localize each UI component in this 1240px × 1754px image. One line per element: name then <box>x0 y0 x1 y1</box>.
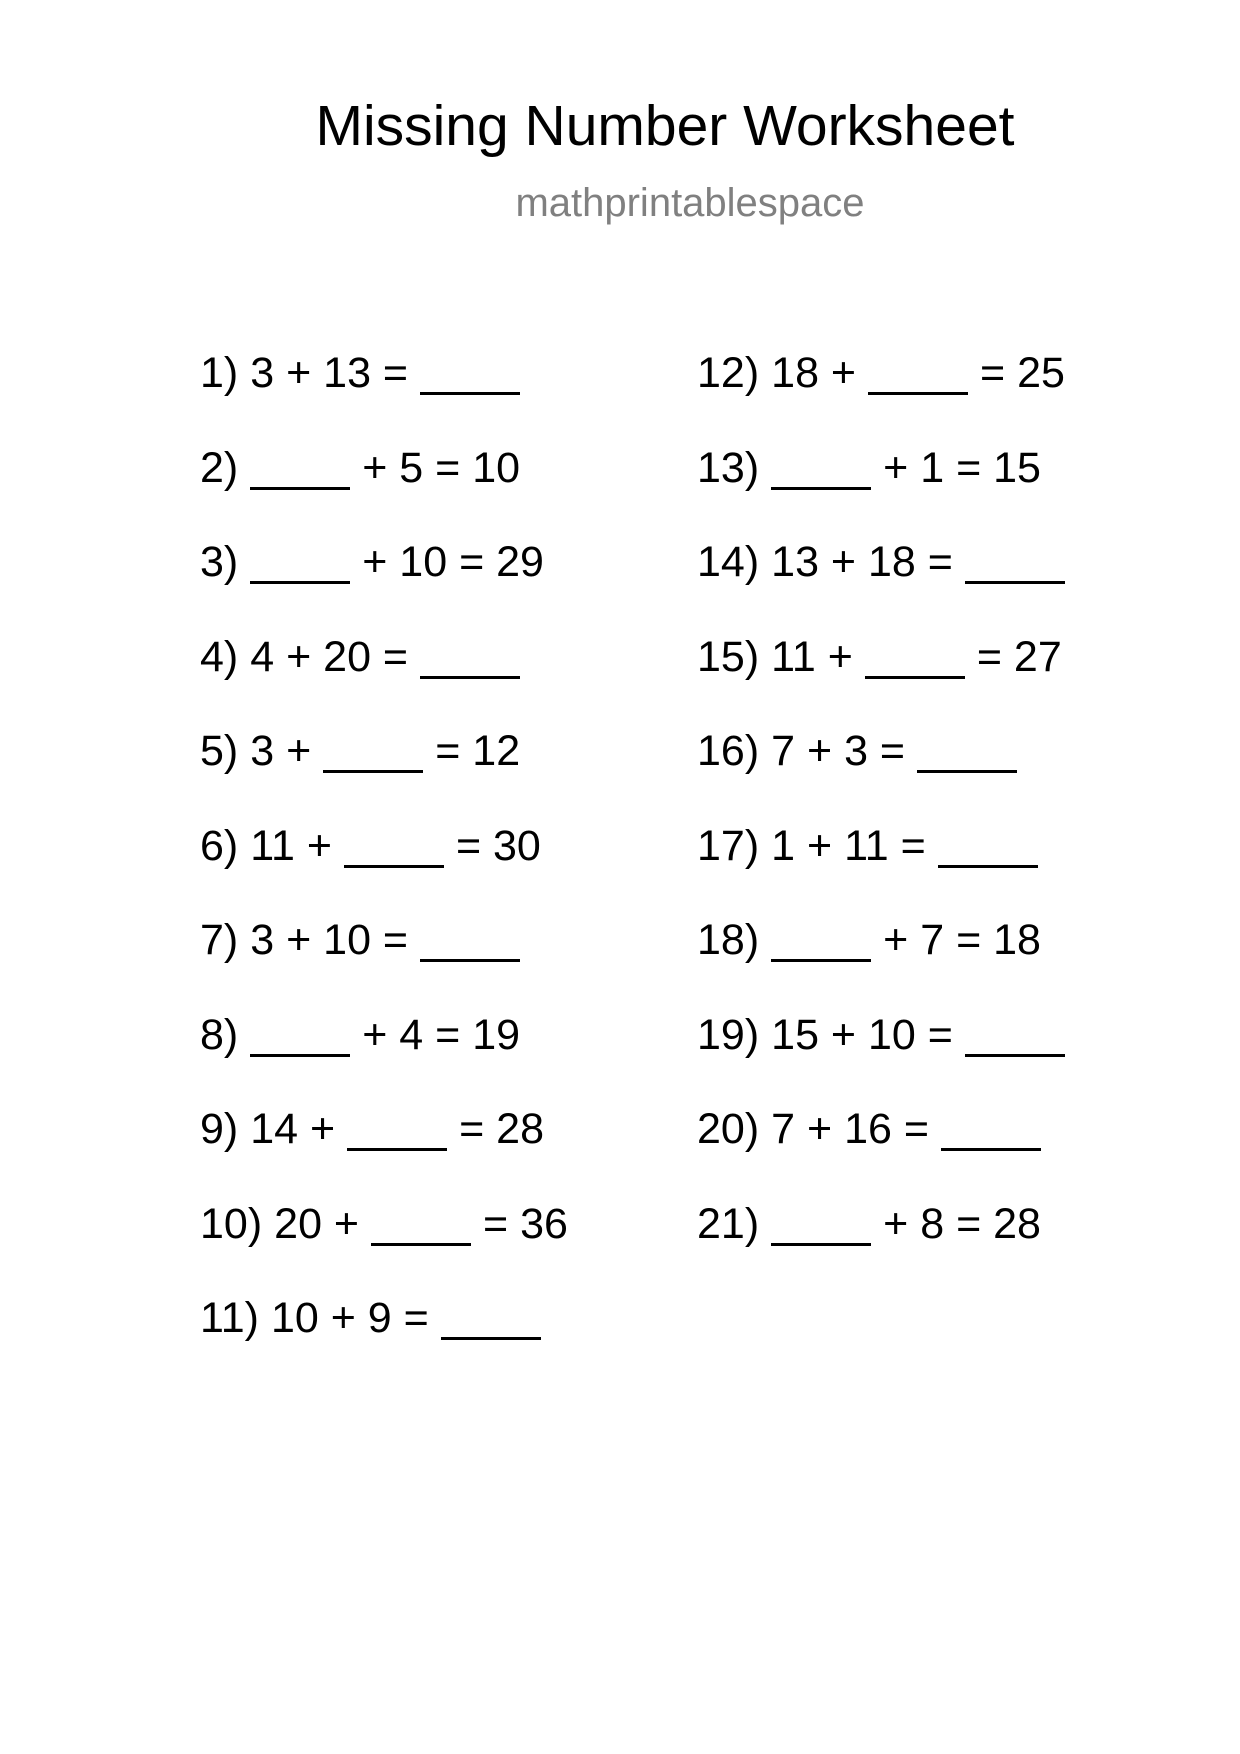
equation-right: + 8 = 28 <box>883 1199 1041 1248</box>
answer-blank[interactable] <box>865 632 965 679</box>
equation-left: 3 + 10 = <box>250 916 409 964</box>
problem-12 <box>697 348 1065 443</box>
problem-number: 13) <box>697 443 760 492</box>
problem-13 <box>697 443 1065 538</box>
answer-blank[interactable] <box>420 348 520 395</box>
answer-blank[interactable] <box>941 1104 1041 1151</box>
problem-8 <box>200 1010 568 1105</box>
answer-blank[interactable] <box>441 1293 541 1340</box>
problems-column-right <box>697 348 1065 1293</box>
problem-number: 5) <box>200 727 239 775</box>
equation-right: + 7 = 18 <box>883 916 1041 964</box>
problem-number: 16) <box>697 727 760 775</box>
answer-blank[interactable] <box>371 1199 471 1246</box>
problem-number: 12) <box>697 349 760 397</box>
problem-18 <box>697 915 1065 1010</box>
problem-10 <box>200 1199 568 1294</box>
answer-blank[interactable] <box>965 1010 1065 1057</box>
problem-16 <box>697 726 1065 821</box>
worksheet-title: Missing Number Worksheet <box>315 94 1015 158</box>
equation-right: = 25 <box>980 349 1065 397</box>
equation-left: 10 + 9 = <box>270 1294 429 1342</box>
equation-left: 4 + 20 = <box>250 632 409 681</box>
problem-17 <box>697 821 1065 916</box>
problem-number: 14) <box>697 538 760 586</box>
problem-21 <box>697 1199 1065 1294</box>
problem-number: 9) <box>200 1105 239 1153</box>
problem-number: 2) <box>200 443 239 492</box>
equation-left: 20 + <box>274 1199 360 1248</box>
answer-blank[interactable] <box>250 1010 350 1057</box>
answer-blank[interactable] <box>420 632 520 679</box>
problem-number: 19) <box>697 1010 760 1059</box>
equation-left: 13 + 18 = <box>771 538 953 586</box>
problem-1 <box>200 348 568 443</box>
problem-9 <box>200 1104 568 1199</box>
equation-left: 18 + <box>771 349 857 397</box>
problem-3 <box>200 537 568 632</box>
problem-11 <box>200 1293 568 1388</box>
problem-4 <box>200 632 568 727</box>
equation-left: 11 + <box>771 632 853 681</box>
equation-right: = 36 <box>483 1199 568 1248</box>
answer-blank[interactable] <box>965 537 1065 584</box>
answer-blank[interactable] <box>771 1199 871 1246</box>
problem-2 <box>200 443 568 538</box>
equation-right: = 30 <box>455 821 541 870</box>
equation-left: 14 + <box>250 1105 336 1153</box>
equation-right: + 1 = 15 <box>883 443 1041 492</box>
problem-number: 21) <box>697 1199 760 1248</box>
problem-15 <box>697 632 1065 727</box>
problem-number: 6) <box>200 821 239 870</box>
answer-blank[interactable] <box>344 821 444 868</box>
equation-right: = 12 <box>435 727 521 775</box>
answer-blank[interactable] <box>323 726 423 773</box>
problem-number: 20) <box>697 1105 760 1153</box>
equation-left: 3 + <box>250 727 312 775</box>
answer-blank[interactable] <box>868 348 968 395</box>
answer-blank[interactable] <box>347 1104 447 1151</box>
problem-number: 11) <box>200 1294 259 1342</box>
problem-7 <box>200 915 568 1010</box>
problem-number: 7) <box>200 916 239 964</box>
problem-number: 1) <box>200 349 239 397</box>
equation-left: 11 + <box>250 821 332 870</box>
problem-number: 18) <box>697 916 760 964</box>
problem-number: 3) <box>200 538 239 586</box>
answer-blank[interactable] <box>771 443 871 490</box>
equation-right: + 10 = 29 <box>362 538 544 586</box>
equation-right: = 28 <box>459 1105 545 1153</box>
equation-right: + 4 = 19 <box>362 1010 521 1059</box>
answer-blank[interactable] <box>420 915 520 962</box>
problem-6 <box>200 821 568 916</box>
problem-20 <box>697 1104 1065 1199</box>
problem-5 <box>200 726 568 821</box>
problem-number: 17) <box>697 821 760 870</box>
problem-number: 10) <box>200 1199 263 1248</box>
problem-19 <box>697 1010 1065 1105</box>
answer-blank[interactable] <box>771 915 871 962</box>
equation-left: 7 + 3 = <box>771 727 906 775</box>
problem-number: 15) <box>697 632 760 681</box>
equation-left: 7 + 16 = <box>771 1105 929 1153</box>
problem-number: 8) <box>200 1010 239 1059</box>
problem-14 <box>697 537 1065 632</box>
answer-blank[interactable] <box>917 726 1017 773</box>
equation-left: 15 + 10 = <box>771 1010 953 1059</box>
equation-right: = 27 <box>976 632 1062 681</box>
answer-blank[interactable] <box>250 443 350 490</box>
answer-blank[interactable] <box>250 537 350 584</box>
problem-number: 4) <box>200 632 239 681</box>
equation-left: 3 + 13 = <box>250 349 409 397</box>
equation-right: + 5 = 10 <box>362 443 521 492</box>
worksheet-subtitle: mathprintablespace <box>515 181 865 225</box>
answer-blank[interactable] <box>938 821 1038 868</box>
problems-column-left <box>200 348 568 1388</box>
equation-left: 1 + 11 = <box>771 821 926 870</box>
